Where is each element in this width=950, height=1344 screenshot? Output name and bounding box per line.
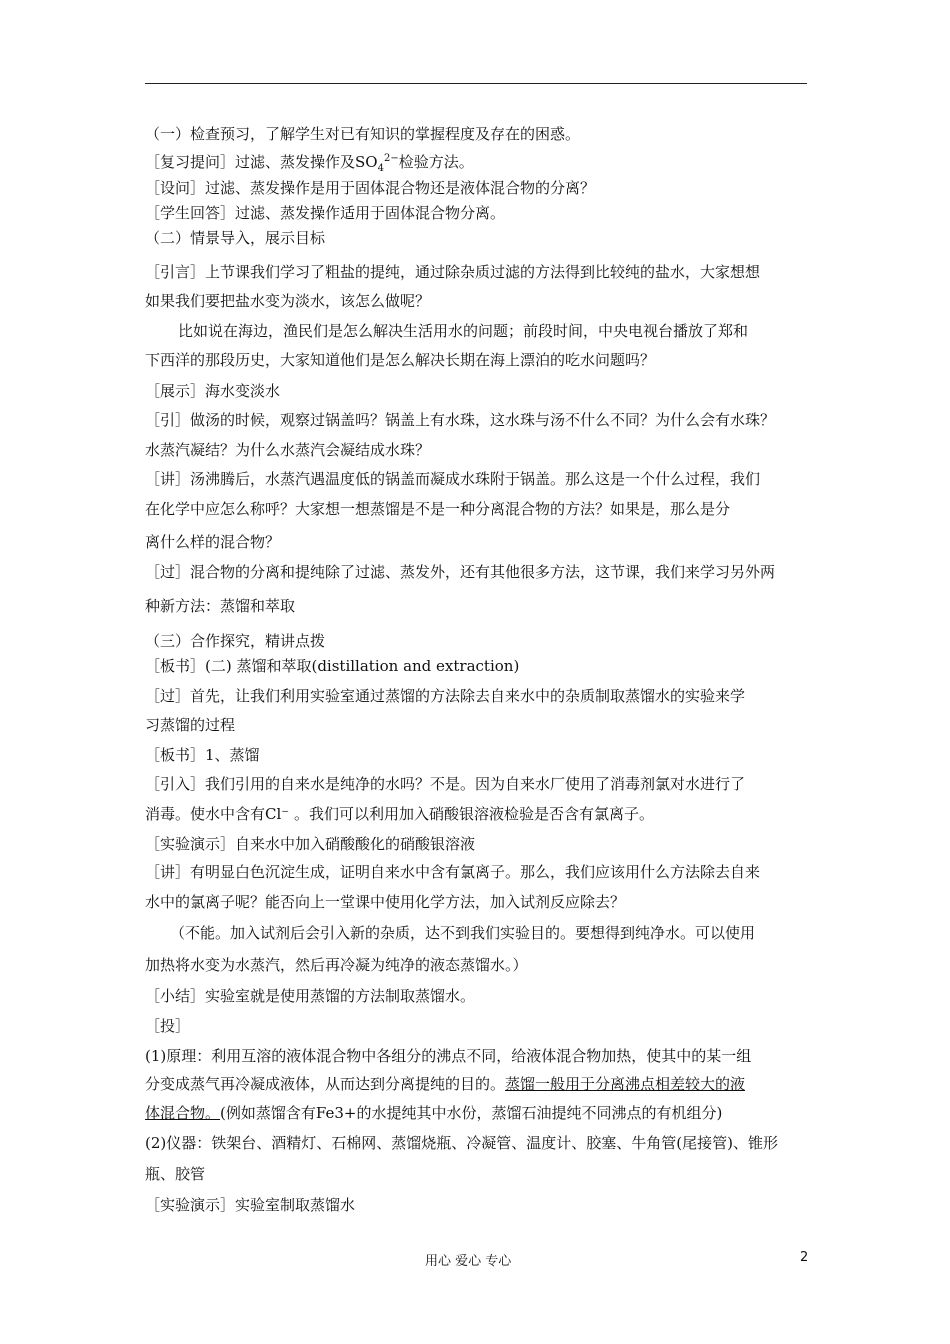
demo-line-2: ［实验演示］实验室制取蒸馏水 [145, 1196, 356, 1214]
section-heading-3: （三）合作探究，精讲点拨 [145, 632, 326, 650]
apparatus-line-1: (2)仪器：铁架台、酒精灯、石棉网、蒸馏烧瓶、冷凝管、温度计、胶塞、牛角管(尾接管)、锥形 [145, 1134, 778, 1152]
demo-line-1: ［实验演示］自来水中加入硝酸酸化的硝酸银溶液 [145, 835, 476, 853]
summary-line: ［小结］实验室就是使用蒸馏的方法制取蒸馏水。 [145, 987, 476, 1005]
header-rule [145, 83, 807, 84]
talk-line-1: ［讲］汤沸腾后，水蒸汽遇温度低的锅盖而凝成水珠附于锅盖。那么这是一个什么过程，我们 [145, 470, 761, 488]
transition-line-4: 习蒸馏的过程 [145, 716, 236, 734]
page-number: 2 [800, 1250, 809, 1265]
talk-line-5: 水中的氯离子呢？能否向上一堂课中使用化学方法，加入试剂反应除去？ [145, 893, 626, 911]
board-line-1: ［板书］(二) 蒸馏和萃取(distillation and extraction) [145, 657, 520, 675]
intro-question-line-1: ［引入］我们引用的自来水是纯净的水吗？不是。因为自来水厂使用了消毒剂氯对水进行了 [145, 775, 746, 793]
principle-line-2: 分变成蒸气再冷凝成液体，从而达到分离提纯的目的。蒸馏一般用于分离沸点相差较大的液 [145, 1075, 746, 1093]
question-line: ［设问］过滤、蒸发操作是用于固体混合物还是液体混合物的分离？ [145, 179, 596, 197]
show-line: ［展示］海水变淡水 [145, 382, 281, 400]
transition-line-2: 种新方法：蒸馏和萃取 [145, 597, 296, 615]
talk-line-4: ［讲］有明显白色沉淀生成，证明自来水中含有氯离子。那么，我们应该用什么方法除去自来 [145, 863, 761, 881]
transition-line-3: ［过］首先，让我们利用实验室通过蒸馏的方法除去自来水中的杂质制取蒸馏水的实验来学 [145, 687, 746, 705]
talk-line-2: 在化学中应怎么称呼？大家想一想蒸馏是不是一种分离混合物的方法？如果是，那么是分 [145, 500, 731, 518]
principle-line-1: (1)原理：利用互溶的液体混合物中各组分的沸点不同，给液体混合物加热，使其中的某一组 [145, 1047, 752, 1065]
intro-line-1: ［引言］上节课我们学习了粗盐的提纯，通过除杂质过滤的方法得到比较纯的盐水，大家想想 [145, 263, 761, 281]
transition-line-1: ［过］混合物的分离和提纯除了过滤、蒸发外，还有其他很多方法，这节课，我们来学习另外两 [145, 563, 776, 581]
answer-line-2: 加热将水变为水蒸汽，然后再冷凝为纯净的液态蒸馏水。） [145, 956, 528, 974]
section-heading-1: （一）检查预习，了解学生对已有知识的掌握程度及存在的困惑。 [145, 125, 581, 143]
lead-line-2: 水蒸汽凝结？为什么水蒸汽会凝结成水珠？ [145, 441, 431, 459]
example-line-2: 下西洋的那段历史，大家知道他们是怎么解决长期在海上漂泊的吃水问题吗？ [145, 351, 656, 369]
principle-line-3: 体混合物。(例如蒸馏含有Fe3+的水提纯其中水份，蒸馏石油提纯不同沸点的有机组分) [145, 1104, 723, 1122]
student-answer: ［学生回答］过滤、蒸发操作适用于固体混合物分离。 [145, 204, 506, 222]
example-line-1: 比如说在海边，渔民们是怎么解决生活用水的问题；前段时间，中央电视台播放了郑和 [178, 322, 749, 340]
intro-line-2: 如果我们要把盐水变为淡水，该怎么做呢？ [145, 292, 431, 310]
lead-line-1: ［引］做汤的时候，观察过锅盖吗？锅盖上有水珠，这水珠与汤不什么不同？为什么会有水珠？ [145, 411, 776, 429]
talk-line-3: 离什么样的混合物？ [145, 533, 281, 551]
review-question: ［复习提问］过滤、蒸发操作及$SO_4^{2-}$检验方法。 [145, 153, 474, 174]
board-line-2: ［板书］1、蒸馏 [145, 746, 260, 764]
answer-line-1: （不能。加入试剂后会引入新的杂质，达不到我们实验目的。要想得到纯净水。可以使用 [170, 924, 756, 942]
projection-line: ［投］ [145, 1017, 191, 1035]
apparatus-line-2: 瓶、胶管 [145, 1165, 206, 1183]
footer-motto: 用心 爱心 专心 [425, 1254, 512, 1269]
section-heading-2: （二）情景导入，展示目标 [145, 229, 326, 247]
intro-question-line-2: 消毒。使水中含有Cl⁻ 。我们可以利用加入硝酸银溶液检验是否含有氯离子。 [145, 805, 654, 823]
